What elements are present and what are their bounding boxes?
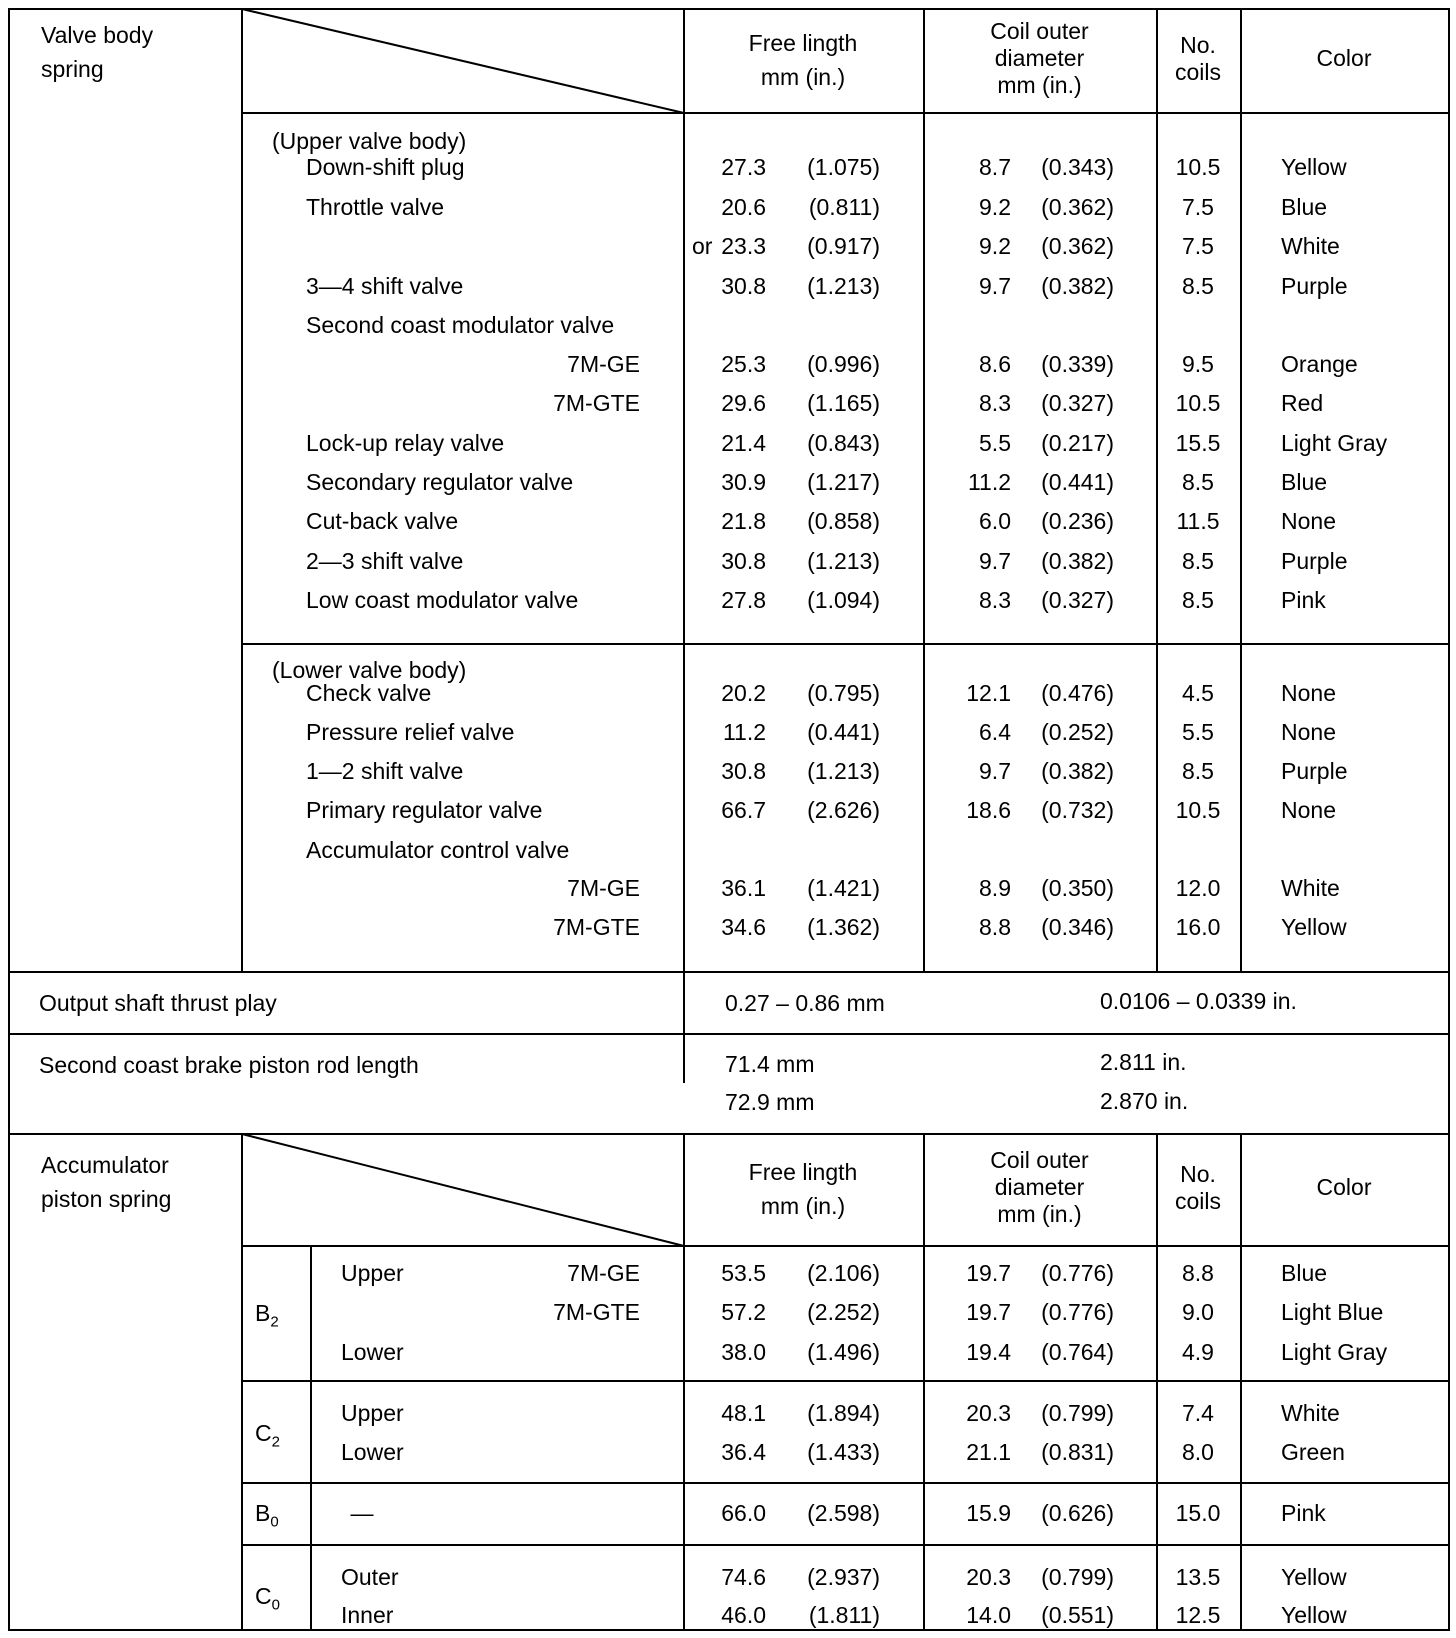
header-rule [241, 1245, 1448, 1247]
free-length-in: (1.496) [807, 1339, 880, 1365]
spring-color: Light Blue [1281, 1299, 1384, 1325]
col-divider-values [683, 971, 685, 1083]
coil-count: 15.0 [1175, 1500, 1221, 1526]
free-length-mm: 20.6 [721, 194, 766, 220]
free-length-in: (2.626) [807, 797, 880, 823]
spring-color: Blue [1281, 1260, 1328, 1286]
free-length-mm: 53.5 [721, 1260, 766, 1286]
free-length-mm: 27.3 [721, 154, 766, 180]
coil-diameter-mm: 14.0 [966, 1602, 1011, 1628]
coil-diameter-mm: 20.3 [966, 1564, 1011, 1590]
section-divider [8, 1133, 1448, 1135]
coil-diameter-in: (0.362) [1041, 194, 1114, 220]
spring-color: Purple [1281, 273, 1348, 299]
coil-diameter-mm: 19.4 [966, 1339, 1011, 1365]
free-length-mm: 66.7 [721, 797, 766, 823]
header-no: No. [1180, 1161, 1216, 1187]
spring-color: White [1281, 875, 1340, 901]
header-coil-diameter: diameter [994, 45, 1085, 71]
lower-valve-body-title: (Lower valve body) [272, 657, 467, 683]
free-length-mm: 48.1 [721, 1400, 766, 1426]
coil-diameter-mm: 8.3 [979, 390, 1011, 416]
spring-name: Lock-up relay valve [306, 430, 505, 456]
header-coil-unit: mm (in.) [997, 72, 1082, 98]
output-shaft-in: 0.0106 – 0.0339 in. [1100, 988, 1297, 1014]
free-length-in: (0.858) [807, 508, 880, 534]
free-length-mm: 30.8 [721, 758, 766, 784]
spring-name: Accumulator control valve [306, 837, 570, 863]
free-length-mm: 66.0 [721, 1500, 766, 1526]
coil-count: 4.5 [1182, 680, 1214, 706]
spring-color: Blue [1281, 194, 1328, 220]
free-length-mm: 20.2 [721, 680, 766, 706]
spring-color: Yellow [1281, 154, 1347, 180]
coil-diameter-in: (0.339) [1041, 351, 1114, 377]
coil-count: 12.0 [1175, 875, 1221, 901]
coil-diameter-in: (0.236) [1041, 508, 1114, 534]
header-free-length: Free lingth [748, 1159, 858, 1185]
coil-diameter-in: (0.382) [1041, 548, 1114, 574]
header-coils: coils [1174, 59, 1221, 85]
position: Lower [341, 1339, 404, 1365]
group-subscript: 2 [270, 1313, 279, 1331]
coil-diameter-mm: 9.2 [979, 233, 1011, 259]
spring-name: 2—3 shift valve [306, 548, 464, 574]
free-length-mm: 21.4 [721, 430, 766, 456]
free-length-in: (1.421) [807, 875, 880, 901]
free-length-mm: 38.0 [721, 1339, 766, 1365]
accumulator-label: Accumulator [41, 1152, 169, 1178]
spring-color: Blue [1281, 469, 1328, 495]
group-subscript: 0 [271, 1596, 280, 1614]
coil-count: 8.5 [1182, 469, 1214, 495]
coil-diameter-mm: 8.6 [979, 351, 1011, 377]
coil-diameter-in: (0.217) [1041, 430, 1114, 456]
free-length-mm: 34.6 [721, 914, 766, 940]
coil-diameter-mm: 11.2 [967, 469, 1011, 495]
position: Inner [341, 1602, 394, 1628]
header-rule [241, 112, 1448, 114]
coil-count: 7.4 [1182, 1400, 1214, 1426]
header-diagonal-line [242, 9, 684, 113]
group-rule [241, 1380, 1448, 1382]
output-shaft-mm: 0.27 – 0.86 mm [725, 990, 885, 1016]
valve-body-divider [241, 8, 243, 972]
free-length-mm: 25.3 [721, 351, 766, 377]
coil-count: 10.5 [1175, 154, 1221, 180]
spring-color: Red [1281, 390, 1324, 416]
position: Outer [341, 1564, 399, 1590]
coil-diameter-in: (0.799) [1041, 1564, 1114, 1590]
spring-color: Yellow [1281, 914, 1347, 940]
coil-count: 9.5 [1182, 351, 1214, 377]
coil-diameter-in: (0.626) [1041, 1500, 1114, 1526]
header-coil-diameter: diameter [994, 1174, 1085, 1200]
header-color: Color [1316, 1174, 1372, 1200]
spring-color: None [1281, 680, 1336, 706]
free-length-mm: 29.6 [721, 390, 766, 416]
spring-color: White [1281, 1400, 1340, 1426]
coil-count: 8.0 [1182, 1439, 1214, 1465]
free-length-mm: 30.9 [721, 469, 766, 495]
engine-model: 7M-GE [567, 1260, 640, 1286]
spring-name: Low coast modulator valve [306, 587, 579, 613]
free-length-in: (1.094) [807, 587, 880, 613]
second-coast-in: 2.870 in. [1100, 1088, 1189, 1114]
coil-diameter-mm: 15.9 [966, 1500, 1011, 1526]
header-color: Color [1316, 45, 1372, 71]
spring-name: Second coast modulator valve [306, 312, 615, 338]
group-label: $C_0$ [255, 1583, 280, 1614]
header-free-length-unit: mm (in.) [760, 64, 846, 90]
header-coil-outer: Coil outer [990, 1147, 1089, 1173]
group-label: $C_2$ [255, 1419, 280, 1451]
coil-diameter-mm: 6.4 [979, 719, 1011, 745]
free-length-in: (0.843) [807, 430, 880, 456]
spring-color: None [1281, 797, 1336, 823]
valve-body-label: spring [41, 56, 104, 82]
coil-diameter-mm: 21.1 [966, 1439, 1011, 1465]
coil-count: 9.0 [1182, 1299, 1214, 1325]
coil-count: 13.5 [1175, 1564, 1221, 1590]
header-free-length: Free lingth [748, 30, 858, 56]
output-shaft-label: Output shaft thrust play [39, 990, 277, 1016]
coil-diameter-in: (0.346) [1041, 914, 1114, 940]
free-length-mm: 57.2 [721, 1299, 766, 1325]
coil-diameter-in: (0.441) [1041, 469, 1114, 495]
group-divider [310, 1245, 312, 1630]
coil-count: 15.5 [1175, 430, 1221, 456]
spring-color: Yellow [1281, 1564, 1347, 1590]
spring-color: Light Gray [1281, 1339, 1388, 1365]
accumulator-label: piston spring [41, 1186, 172, 1212]
group-subscript: 0 [270, 1513, 279, 1531]
free-length-in: (1.433) [807, 1439, 880, 1465]
free-length-in: (0.441) [807, 719, 880, 745]
free-length-in: (2.598) [807, 1500, 880, 1526]
coil-diameter-in: (0.327) [1041, 587, 1114, 613]
second-coast-in: 2.811 in. [1100, 1049, 1187, 1075]
free-length-mm: 74.6 [721, 1564, 766, 1590]
coil-diameter-mm: 8.3 [979, 587, 1011, 613]
position: Lower [341, 1439, 404, 1465]
coil-diameter-mm: 8.7 [979, 154, 1011, 180]
spring-color: Purple [1281, 758, 1348, 784]
coil-diameter-mm: 9.7 [979, 548, 1011, 574]
coil-diameter-in: (0.382) [1041, 273, 1114, 299]
engine-model: 7M-GE [567, 351, 640, 377]
coil-diameter-in: (0.343) [1041, 154, 1114, 180]
free-length-in: (0.811) [808, 194, 880, 220]
coil-count: 8.5 [1182, 587, 1214, 613]
free-length-mm: 11.2 [722, 719, 766, 745]
coil-diameter-mm: 19.7 [966, 1260, 1011, 1286]
spring-name: 1—2 shift valve [306, 758, 464, 784]
coil-diameter-in: (0.764) [1041, 1339, 1114, 1365]
coil-count: 7.5 [1182, 194, 1214, 220]
free-length-in: (1.165) [807, 390, 880, 416]
coil-diameter-mm: 19.7 [966, 1299, 1011, 1325]
coil-diameter-in: (0.776) [1041, 1299, 1114, 1325]
header-coil-unit: mm (in.) [997, 1201, 1082, 1227]
group-subscript: 2 [271, 1433, 280, 1451]
coil-count: 11.5 [1176, 508, 1220, 534]
coil-diameter-in: (0.776) [1041, 1260, 1114, 1286]
spring-color: Purple [1281, 548, 1348, 574]
free-length-mm: 23.3 [721, 233, 766, 259]
free-length-in: (1.075) [807, 154, 880, 180]
free-length-mm: 46.0 [721, 1602, 766, 1628]
spring-color: White [1281, 233, 1340, 259]
group-label: $B_0$ [255, 1500, 279, 1531]
header-no: No. [1180, 32, 1216, 58]
position: Upper [341, 1400, 404, 1426]
engine-model: 7M-GTE [553, 1299, 640, 1325]
coil-diameter-mm: 8.8 [979, 914, 1011, 940]
free-length-in: (1.213) [807, 758, 880, 784]
coil-diameter-in: (0.350) [1041, 875, 1114, 901]
coil-diameter-mm: 9.7 [979, 758, 1011, 784]
free-length-in: (1.811) [808, 1602, 880, 1628]
free-length-in: (2.252) [807, 1299, 880, 1325]
engine-model: 7M-GTE [553, 914, 640, 940]
coil-diameter-in: (0.476) [1041, 680, 1114, 706]
group-label: $B_2$ [255, 1299, 279, 1331]
coil-diameter-in: (0.799) [1041, 1400, 1114, 1426]
group-rule [241, 1544, 1448, 1546]
spring-color: None [1281, 508, 1336, 534]
second-coast-mm: 71.4 mm [725, 1051, 815, 1077]
coil-diameter-mm: 12.1 [966, 680, 1011, 706]
spring-name: Throttle valve [306, 194, 445, 220]
spring-color: Green [1281, 1439, 1345, 1465]
second-coast-mm: 72.9 mm [725, 1089, 815, 1115]
free-length-in: (1.213) [807, 273, 880, 299]
table-border-left [8, 8, 10, 1631]
free-length-in: (2.937) [807, 1564, 880, 1590]
coil-diameter-in: (0.732) [1041, 797, 1114, 823]
header-coils: coils [1174, 1188, 1221, 1214]
header-diagonal-line [242, 1134, 684, 1246]
coil-diameter-mm: 9.7 [979, 273, 1011, 299]
spring-name: Primary regulator valve [306, 797, 543, 823]
coil-count: 8.5 [1182, 758, 1214, 784]
coil-count: 5.5 [1182, 719, 1214, 745]
coil-diameter-in: (0.551) [1041, 1602, 1114, 1628]
coil-count: 12.5 [1175, 1602, 1221, 1628]
coil-diameter-in: (0.327) [1041, 390, 1114, 416]
coil-diameter-in: (0.382) [1041, 758, 1114, 784]
spring-name: 3—4 shift valve [306, 273, 464, 299]
free-length-in: (0.996) [807, 351, 880, 377]
table-border-top [8, 8, 1450, 10]
free-length-mm: 36.4 [721, 1439, 766, 1465]
free-length-in: (1.217) [807, 469, 880, 495]
upper-lower-divider [241, 643, 1448, 645]
header-coil-outer: Coil outer [990, 18, 1089, 44]
valve-body-label: Valve body [41, 22, 154, 48]
free-length-in: (1.362) [807, 914, 880, 940]
coil-count: 8.5 [1182, 548, 1214, 574]
position: — [350, 1500, 374, 1526]
coil-diameter-mm: 9.2 [979, 194, 1011, 220]
coil-count: 10.5 [1175, 797, 1221, 823]
table-border-bottom [8, 1629, 1450, 1631]
free-length-in: (0.917) [807, 233, 880, 259]
free-length-mm: 27.8 [721, 587, 766, 613]
table-border-right [1448, 8, 1450, 1631]
free-length-mm: 21.8 [721, 508, 766, 534]
free-length-mm: 30.8 [721, 273, 766, 299]
free-length-mm: 36.1 [721, 875, 766, 901]
group-rule [241, 1482, 1448, 1484]
coil-diameter-in: (0.362) [1041, 233, 1114, 259]
upper-valve-body-title: (Upper valve body) [272, 128, 467, 154]
position: Upper [341, 1260, 404, 1286]
spring-name: Secondary regulator valve [306, 469, 574, 495]
spring-color: Orange [1281, 351, 1358, 377]
coil-diameter-mm: 5.5 [979, 430, 1011, 456]
coil-count: 7.5 [1182, 233, 1214, 259]
coil-count: 4.9 [1182, 1339, 1214, 1365]
header-free-length-unit: mm (in.) [760, 1193, 846, 1219]
spring-color: Yellow [1281, 1602, 1347, 1628]
free-length-in: (2.106) [807, 1260, 880, 1286]
or-prefix: or [692, 233, 713, 259]
section-divider [8, 971, 1448, 973]
free-length-in: (1.894) [807, 1400, 880, 1426]
spring-name: Down-shift plug [306, 154, 465, 180]
coil-diameter-mm: 6.0 [979, 508, 1011, 534]
engine-model: 7M-GTE [553, 390, 640, 416]
spring-name: Check valve [306, 680, 432, 706]
coil-diameter-mm: 18.6 [966, 797, 1011, 823]
free-length-in: (0.795) [807, 680, 880, 706]
free-length-in: (1.213) [807, 548, 880, 574]
coil-diameter-in: (0.831) [1041, 1439, 1114, 1465]
spring-color: Pink [1281, 587, 1326, 613]
engine-model: 7M-GE [567, 875, 640, 901]
coil-diameter-in: (0.252) [1041, 719, 1114, 745]
coil-count: 16.0 [1175, 914, 1221, 940]
free-length-mm: 30.8 [721, 548, 766, 574]
spring-color: None [1281, 719, 1336, 745]
coil-count: 8.5 [1182, 273, 1214, 299]
second-coast-label: Second coast brake piston rod length [39, 1052, 419, 1078]
coil-count: 10.5 [1175, 390, 1221, 416]
coil-diameter-mm: 20.3 [966, 1400, 1011, 1426]
coil-count: 8.8 [1182, 1260, 1214, 1286]
coil-diameter-mm: 8.9 [979, 875, 1011, 901]
spring-color: Light Gray [1281, 430, 1388, 456]
spring-color: Pink [1281, 1500, 1326, 1526]
spring-name: Pressure relief valve [306, 719, 515, 745]
spring-name: Cut-back valve [306, 508, 459, 534]
section-divider [8, 1033, 1448, 1035]
